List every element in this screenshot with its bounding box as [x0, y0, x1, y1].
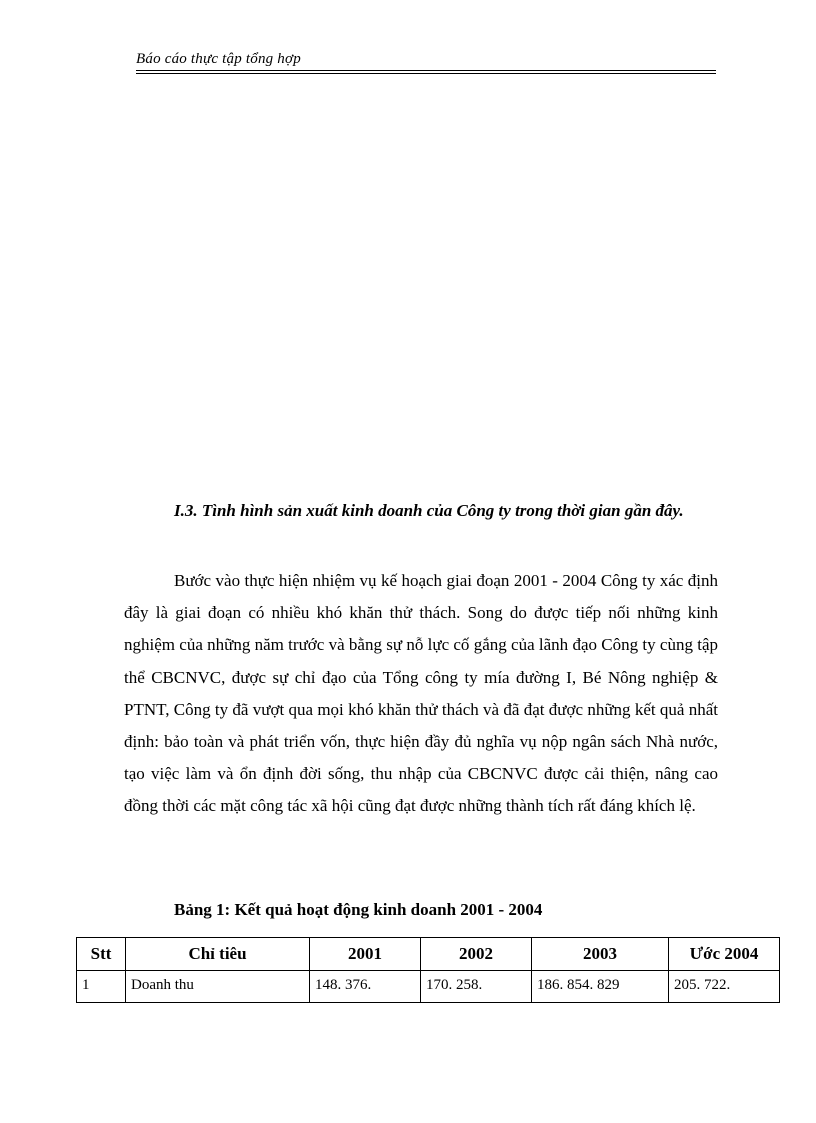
header-cell-2004-estimate: Ước 2004: [669, 938, 780, 971]
table-header-row: [77, 938, 780, 971]
cell-stt: 1: [77, 971, 126, 1003]
header-title: Báo cáo thực tập tổng hợp: [136, 51, 301, 67]
header-cell-2003: 2003: [532, 938, 669, 971]
header-cell-indicator: Chỉ tiêu: [126, 938, 310, 971]
cell-2003: 186. 854. 829: [532, 971, 669, 1003]
section-heading: I.3. Tình hình sản xuất kinh doanh của Công ty trong thời gian gần đây.: [174, 501, 684, 520]
body-paragraph: Bước vào thực hiện nhiệm vụ kế hoạch giai đoạn 2001 - 2004 Công ty xác định đây là giai đoạn có nhiều khó khăn thử thách. Song do được tiếp nối những kinh nghiệm của những năm trước và bằng sự nỗ lực cố gắng của lãnh đạo Công ty cùng tập thể CBCNVC, được sự chỉ đạo của Tổng công ty mía đường I, Bé Nông nghiệp & PTNT, Công ty đã vượt qua mọi khó khăn thử thách và đã đạt được những kết quả nhất định: bảo toàn và phát triển vốn, thực hiện đầy đủ nghĩa vụ nộp ngân sách Nhà nước, tạo việc làm và ổn định đời sống, thu nhập của CBCNVC được cải thiện, nâng cao đồng thời các mặt công tác xã hội cũng đạt được những thành tích rất đáng khích lệ.: [124, 571, 718, 816]
header-cell-stt: Stt: [77, 938, 126, 971]
table-caption: Bảng 1: Kết quả hoạt động kinh doanh 2001 - 2004: [174, 900, 543, 919]
results-table: [76, 937, 780, 1003]
table-row: [77, 971, 780, 1003]
header-cell-2002: 2002: [421, 938, 532, 971]
cell-indicator: Doanh thu: [126, 971, 310, 1003]
header-rule: [136, 70, 716, 74]
cell-2002: 170. 258.: [421, 971, 532, 1003]
cell-2004-estimate: 205. 722.: [669, 971, 780, 1003]
cell-2001: 148. 376.: [310, 971, 421, 1003]
header-cell-2001: 2001: [310, 938, 421, 971]
page-header: [136, 50, 716, 74]
